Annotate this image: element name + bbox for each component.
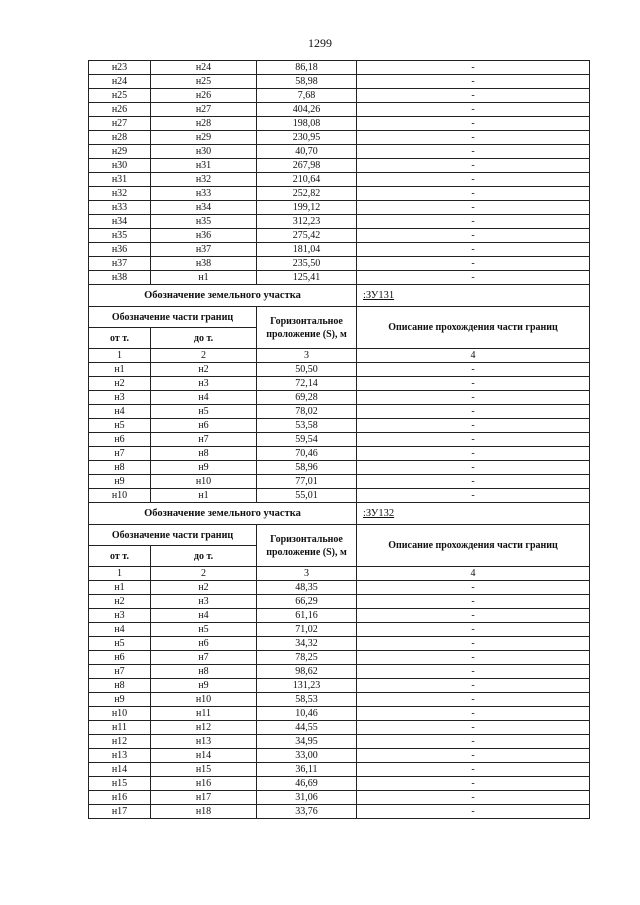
horizontal-length-cell: 181,04 — [257, 243, 357, 257]
horizontal-length-cell: 34,95 — [257, 735, 357, 749]
from-point-cell: н33 — [89, 201, 151, 215]
boundary-description-cell: - — [357, 595, 590, 609]
table-row — [89, 363, 590, 377]
table-row — [89, 623, 590, 637]
to-point-cell: н8 — [151, 665, 257, 679]
boundary-description-cell: - — [357, 623, 590, 637]
from-point-cell: н5 — [89, 637, 151, 651]
horizontal-length-cell: 267,98 — [257, 159, 357, 173]
from-point-cell: н1 — [89, 363, 151, 377]
table-row — [89, 475, 590, 489]
to-point-cell: н28 — [151, 117, 257, 131]
boundary-description-cell: - — [357, 229, 590, 243]
table-row — [89, 721, 590, 735]
from-point-cell: н23 — [89, 61, 151, 75]
table-row — [89, 131, 590, 145]
horizontal-length-cell: 7,68 — [257, 89, 357, 103]
table-row — [89, 75, 590, 89]
boundary-description-cell: - — [357, 243, 590, 257]
table-row — [89, 173, 590, 187]
column-number-row — [89, 567, 590, 581]
horizontal-length-cell: 36,11 — [257, 763, 357, 777]
horizontal-length-cell: 46,69 — [257, 777, 357, 791]
to-point-cell: н10 — [151, 693, 257, 707]
boundary-description-cell: - — [357, 735, 590, 749]
header-to-point: до т. — [151, 328, 257, 349]
horizontal-length-cell: 235,50 — [257, 257, 357, 271]
horizontal-length-cell: 55,01 — [257, 489, 357, 503]
table-row — [89, 581, 590, 595]
table-row — [89, 447, 590, 461]
boundary-description-cell: - — [357, 475, 590, 489]
to-point-cell: н4 — [151, 391, 257, 405]
from-point-cell: н10 — [89, 489, 151, 503]
horizontal-length-cell: 50,50 — [257, 363, 357, 377]
to-point-cell: н35 — [151, 215, 257, 229]
horizontal-length-cell: 125,41 — [257, 271, 357, 285]
to-point-cell: н2 — [151, 363, 257, 377]
boundary-description-cell: - — [357, 693, 590, 707]
from-point-cell: н24 — [89, 75, 151, 89]
boundary-description-cell: - — [357, 749, 590, 763]
to-point-cell: н6 — [151, 419, 257, 433]
header-row — [89, 307, 590, 328]
horizontal-length-cell: 53,58 — [257, 419, 357, 433]
horizontal-length-cell: 40,70 — [257, 145, 357, 159]
horizontal-length-cell: 61,16 — [257, 609, 357, 623]
table-row — [89, 651, 590, 665]
table-row — [89, 405, 590, 419]
to-point-cell: н16 — [151, 777, 257, 791]
from-point-cell: н12 — [89, 735, 151, 749]
to-point-cell: н9 — [151, 461, 257, 475]
to-point-cell: н15 — [151, 763, 257, 777]
table-row — [89, 159, 590, 173]
horizontal-length-cell: 70,46 — [257, 447, 357, 461]
from-point-cell: н4 — [89, 405, 151, 419]
table-row — [89, 243, 590, 257]
boundary-description-cell: - — [357, 117, 590, 131]
to-point-cell: н12 — [151, 721, 257, 735]
table-row — [89, 777, 590, 791]
horizontal-length-cell: 77,01 — [257, 475, 357, 489]
from-point-cell: н36 — [89, 243, 151, 257]
to-point-cell: н4 — [151, 609, 257, 623]
boundary-description-cell: - — [357, 363, 590, 377]
horizontal-length-cell: 48,35 — [257, 581, 357, 595]
from-point-cell: н35 — [89, 229, 151, 243]
boundary-description-cell: - — [357, 187, 590, 201]
boundary-description-cell: - — [357, 651, 590, 665]
to-point-cell: н38 — [151, 257, 257, 271]
from-point-cell: н3 — [89, 609, 151, 623]
horizontal-length-cell: 131,23 — [257, 679, 357, 693]
horizontal-length-cell: 44,55 — [257, 721, 357, 735]
table-row — [89, 679, 590, 693]
table-row — [89, 735, 590, 749]
to-point-cell: н14 — [151, 749, 257, 763]
from-point-cell: н32 — [89, 187, 151, 201]
horizontal-length-cell: 58,96 — [257, 461, 357, 475]
to-point-cell: н5 — [151, 623, 257, 637]
table-row — [89, 187, 590, 201]
horizontal-length-cell: 58,53 — [257, 693, 357, 707]
horizontal-length-cell: 71,02 — [257, 623, 357, 637]
from-point-cell: н14 — [89, 763, 151, 777]
horizontal-length-cell: 69,28 — [257, 391, 357, 405]
from-point-cell: н3 — [89, 391, 151, 405]
column-number-3: 3 — [257, 567, 357, 581]
section-title-row — [89, 285, 590, 307]
to-point-cell: н13 — [151, 735, 257, 749]
from-point-cell: н28 — [89, 131, 151, 145]
to-point-cell: н11 — [151, 707, 257, 721]
boundary-description-cell: - — [357, 805, 590, 819]
from-point-cell: н13 — [89, 749, 151, 763]
boundary-description-cell: - — [357, 489, 590, 503]
header-horizontal-length: Горизонтальное проложение (S), м — [257, 307, 357, 349]
boundary-description-cell: - — [357, 665, 590, 679]
from-point-cell: н10 — [89, 707, 151, 721]
column-number-1: 1 — [89, 567, 151, 581]
boundary-description-cell: - — [357, 679, 590, 693]
horizontal-length-cell: 86,18 — [257, 61, 357, 75]
table-row — [89, 89, 590, 103]
table-row — [89, 103, 590, 117]
header-horizontal-length: Горизонтальное проложение (S), м — [257, 525, 357, 567]
horizontal-length-cell: 33,00 — [257, 749, 357, 763]
horizontal-length-cell: 31,06 — [257, 791, 357, 805]
boundary-description-cell: - — [357, 201, 590, 215]
from-point-cell: н1 — [89, 581, 151, 595]
to-point-cell: н37 — [151, 243, 257, 257]
header-row — [89, 525, 590, 546]
from-point-cell: н30 — [89, 159, 151, 173]
boundary-description-cell: - — [357, 145, 590, 159]
column-number-row — [89, 349, 590, 363]
column-number-4: 4 — [357, 567, 590, 581]
from-point-cell: н37 — [89, 257, 151, 271]
table-row — [89, 595, 590, 609]
table-row — [89, 489, 590, 503]
horizontal-length-cell: 312,23 — [257, 215, 357, 229]
boundary-description-cell: - — [357, 609, 590, 623]
from-point-cell: н9 — [89, 475, 151, 489]
boundary-description-cell: - — [357, 763, 590, 777]
table-row — [89, 201, 590, 215]
from-point-cell: н31 — [89, 173, 151, 187]
to-point-cell: н29 — [151, 131, 257, 145]
horizontal-length-cell: 78,02 — [257, 405, 357, 419]
horizontal-length-cell: 199,12 — [257, 201, 357, 215]
horizontal-length-cell: 404,26 — [257, 103, 357, 117]
boundary-description-cell: - — [357, 271, 590, 285]
to-point-cell: н36 — [151, 229, 257, 243]
cadastral-designation: :ЗУ131 — [357, 285, 590, 307]
section-title: Обозначение земельного участка — [89, 503, 357, 525]
table-row — [89, 61, 590, 75]
to-point-cell: н3 — [151, 595, 257, 609]
from-point-cell: н38 — [89, 271, 151, 285]
from-point-cell: н27 — [89, 117, 151, 131]
table-row — [89, 749, 590, 763]
boundary-description-cell: - — [357, 721, 590, 735]
to-point-cell: н25 — [151, 75, 257, 89]
from-point-cell: н7 — [89, 447, 151, 461]
horizontal-length-cell: 198,08 — [257, 117, 357, 131]
from-point-cell: н25 — [89, 89, 151, 103]
header-from-point: от т. — [89, 546, 151, 567]
boundary-description-cell: - — [357, 391, 590, 405]
header-part-of-boundary: Обозначение части границ — [89, 307, 257, 328]
boundary-description-cell: - — [357, 433, 590, 447]
boundary-description-cell: - — [357, 581, 590, 595]
table-row — [89, 461, 590, 475]
from-point-cell: н11 — [89, 721, 151, 735]
to-point-cell: н9 — [151, 679, 257, 693]
from-point-cell: н6 — [89, 651, 151, 665]
from-point-cell: н17 — [89, 805, 151, 819]
horizontal-length-cell: 275,42 — [257, 229, 357, 243]
from-point-cell: н7 — [89, 665, 151, 679]
table-row — [89, 391, 590, 405]
column-number-1: 1 — [89, 349, 151, 363]
boundary-description-cell: - — [357, 707, 590, 721]
from-point-cell: н8 — [89, 679, 151, 693]
boundary-description-cell: - — [357, 215, 590, 229]
boundary-description-cell: - — [357, 159, 590, 173]
boundary-description-cell: - — [357, 257, 590, 271]
boundary-description-cell: - — [357, 173, 590, 187]
from-point-cell: н4 — [89, 623, 151, 637]
column-number-3: 3 — [257, 349, 357, 363]
to-point-cell: н17 — [151, 791, 257, 805]
to-point-cell: н34 — [151, 201, 257, 215]
cadastral-designation: :ЗУ132 — [357, 503, 590, 525]
boundary-description-cell: - — [357, 75, 590, 89]
boundary-description-cell: - — [357, 791, 590, 805]
table-row — [89, 145, 590, 159]
to-point-cell: н8 — [151, 447, 257, 461]
boundary-description-cell: - — [357, 89, 590, 103]
boundary-description-cell: - — [357, 405, 590, 419]
header-part-of-boundary: Обозначение части границ — [89, 525, 257, 546]
table-row — [89, 791, 590, 805]
to-point-cell: н24 — [151, 61, 257, 75]
table-row — [89, 433, 590, 447]
to-point-cell: н18 — [151, 805, 257, 819]
from-point-cell: н34 — [89, 215, 151, 229]
from-point-cell: н16 — [89, 791, 151, 805]
from-point-cell: н6 — [89, 433, 151, 447]
horizontal-length-cell: 72,14 — [257, 377, 357, 391]
table-row — [89, 271, 590, 285]
table-row — [89, 665, 590, 679]
horizontal-length-cell: 58,98 — [257, 75, 357, 89]
section-title-row — [89, 503, 590, 525]
table-row — [89, 257, 590, 271]
column-number-4: 4 — [357, 349, 590, 363]
column-number-2: 2 — [151, 349, 257, 363]
horizontal-length-cell: 33,76 — [257, 805, 357, 819]
page-number: 1299 — [308, 36, 332, 50]
table-row — [89, 805, 590, 819]
header-to-point: до т. — [151, 546, 257, 567]
from-point-cell: н2 — [89, 595, 151, 609]
to-point-cell: н3 — [151, 377, 257, 391]
to-point-cell: н7 — [151, 433, 257, 447]
to-point-cell: н30 — [151, 145, 257, 159]
boundary-description-cell: - — [357, 103, 590, 117]
table-row — [89, 229, 590, 243]
to-point-cell: н5 — [151, 405, 257, 419]
section-title: Обозначение земельного участка — [89, 285, 357, 307]
horizontal-length-cell: 98,62 — [257, 665, 357, 679]
table-row — [89, 763, 590, 777]
table-row — [89, 609, 590, 623]
header-description: Описание прохождения части границ — [357, 525, 590, 567]
column-number-2: 2 — [151, 567, 257, 581]
horizontal-length-cell: 10,46 — [257, 707, 357, 721]
from-point-cell: н9 — [89, 693, 151, 707]
table-row — [89, 117, 590, 131]
from-point-cell: н2 — [89, 377, 151, 391]
to-point-cell: н7 — [151, 651, 257, 665]
to-point-cell: н32 — [151, 173, 257, 187]
from-point-cell: н5 — [89, 419, 151, 433]
table-row — [89, 419, 590, 433]
boundary-description-cell: - — [357, 777, 590, 791]
boundary-description-cell: - — [357, 131, 590, 145]
to-point-cell: н27 — [151, 103, 257, 117]
to-point-cell: н2 — [151, 581, 257, 595]
table-row — [89, 215, 590, 229]
table-row — [89, 637, 590, 651]
horizontal-length-cell: 66,29 — [257, 595, 357, 609]
boundary-description-cell: - — [357, 377, 590, 391]
horizontal-length-cell: 59,54 — [257, 433, 357, 447]
from-point-cell: н29 — [89, 145, 151, 159]
to-point-cell: н33 — [151, 187, 257, 201]
table-row — [89, 693, 590, 707]
table-row — [89, 707, 590, 721]
boundary-description-cell: - — [357, 61, 590, 75]
horizontal-length-cell: 34,32 — [257, 637, 357, 651]
to-point-cell: н10 — [151, 475, 257, 489]
to-point-cell: н1 — [151, 489, 257, 503]
boundary-description-cell: - — [357, 447, 590, 461]
to-point-cell: н1 — [151, 271, 257, 285]
to-point-cell: н31 — [151, 159, 257, 173]
horizontal-length-cell: 252,82 — [257, 187, 357, 201]
horizontal-length-cell: 230,95 — [257, 131, 357, 145]
boundary-description-cell: - — [357, 637, 590, 651]
header-description: Описание прохождения части границ — [357, 307, 590, 349]
table-row — [89, 377, 590, 391]
boundary-description-cell: - — [357, 461, 590, 475]
horizontal-length-cell: 210,64 — [257, 173, 357, 187]
header-from-point: от т. — [89, 328, 151, 349]
from-point-cell: н26 — [89, 103, 151, 117]
from-point-cell: н15 — [89, 777, 151, 791]
boundary-table — [88, 60, 590, 819]
from-point-cell: н8 — [89, 461, 151, 475]
horizontal-length-cell: 78,25 — [257, 651, 357, 665]
to-point-cell: н6 — [151, 637, 257, 651]
to-point-cell: н26 — [151, 89, 257, 103]
boundary-description-cell: - — [357, 419, 590, 433]
